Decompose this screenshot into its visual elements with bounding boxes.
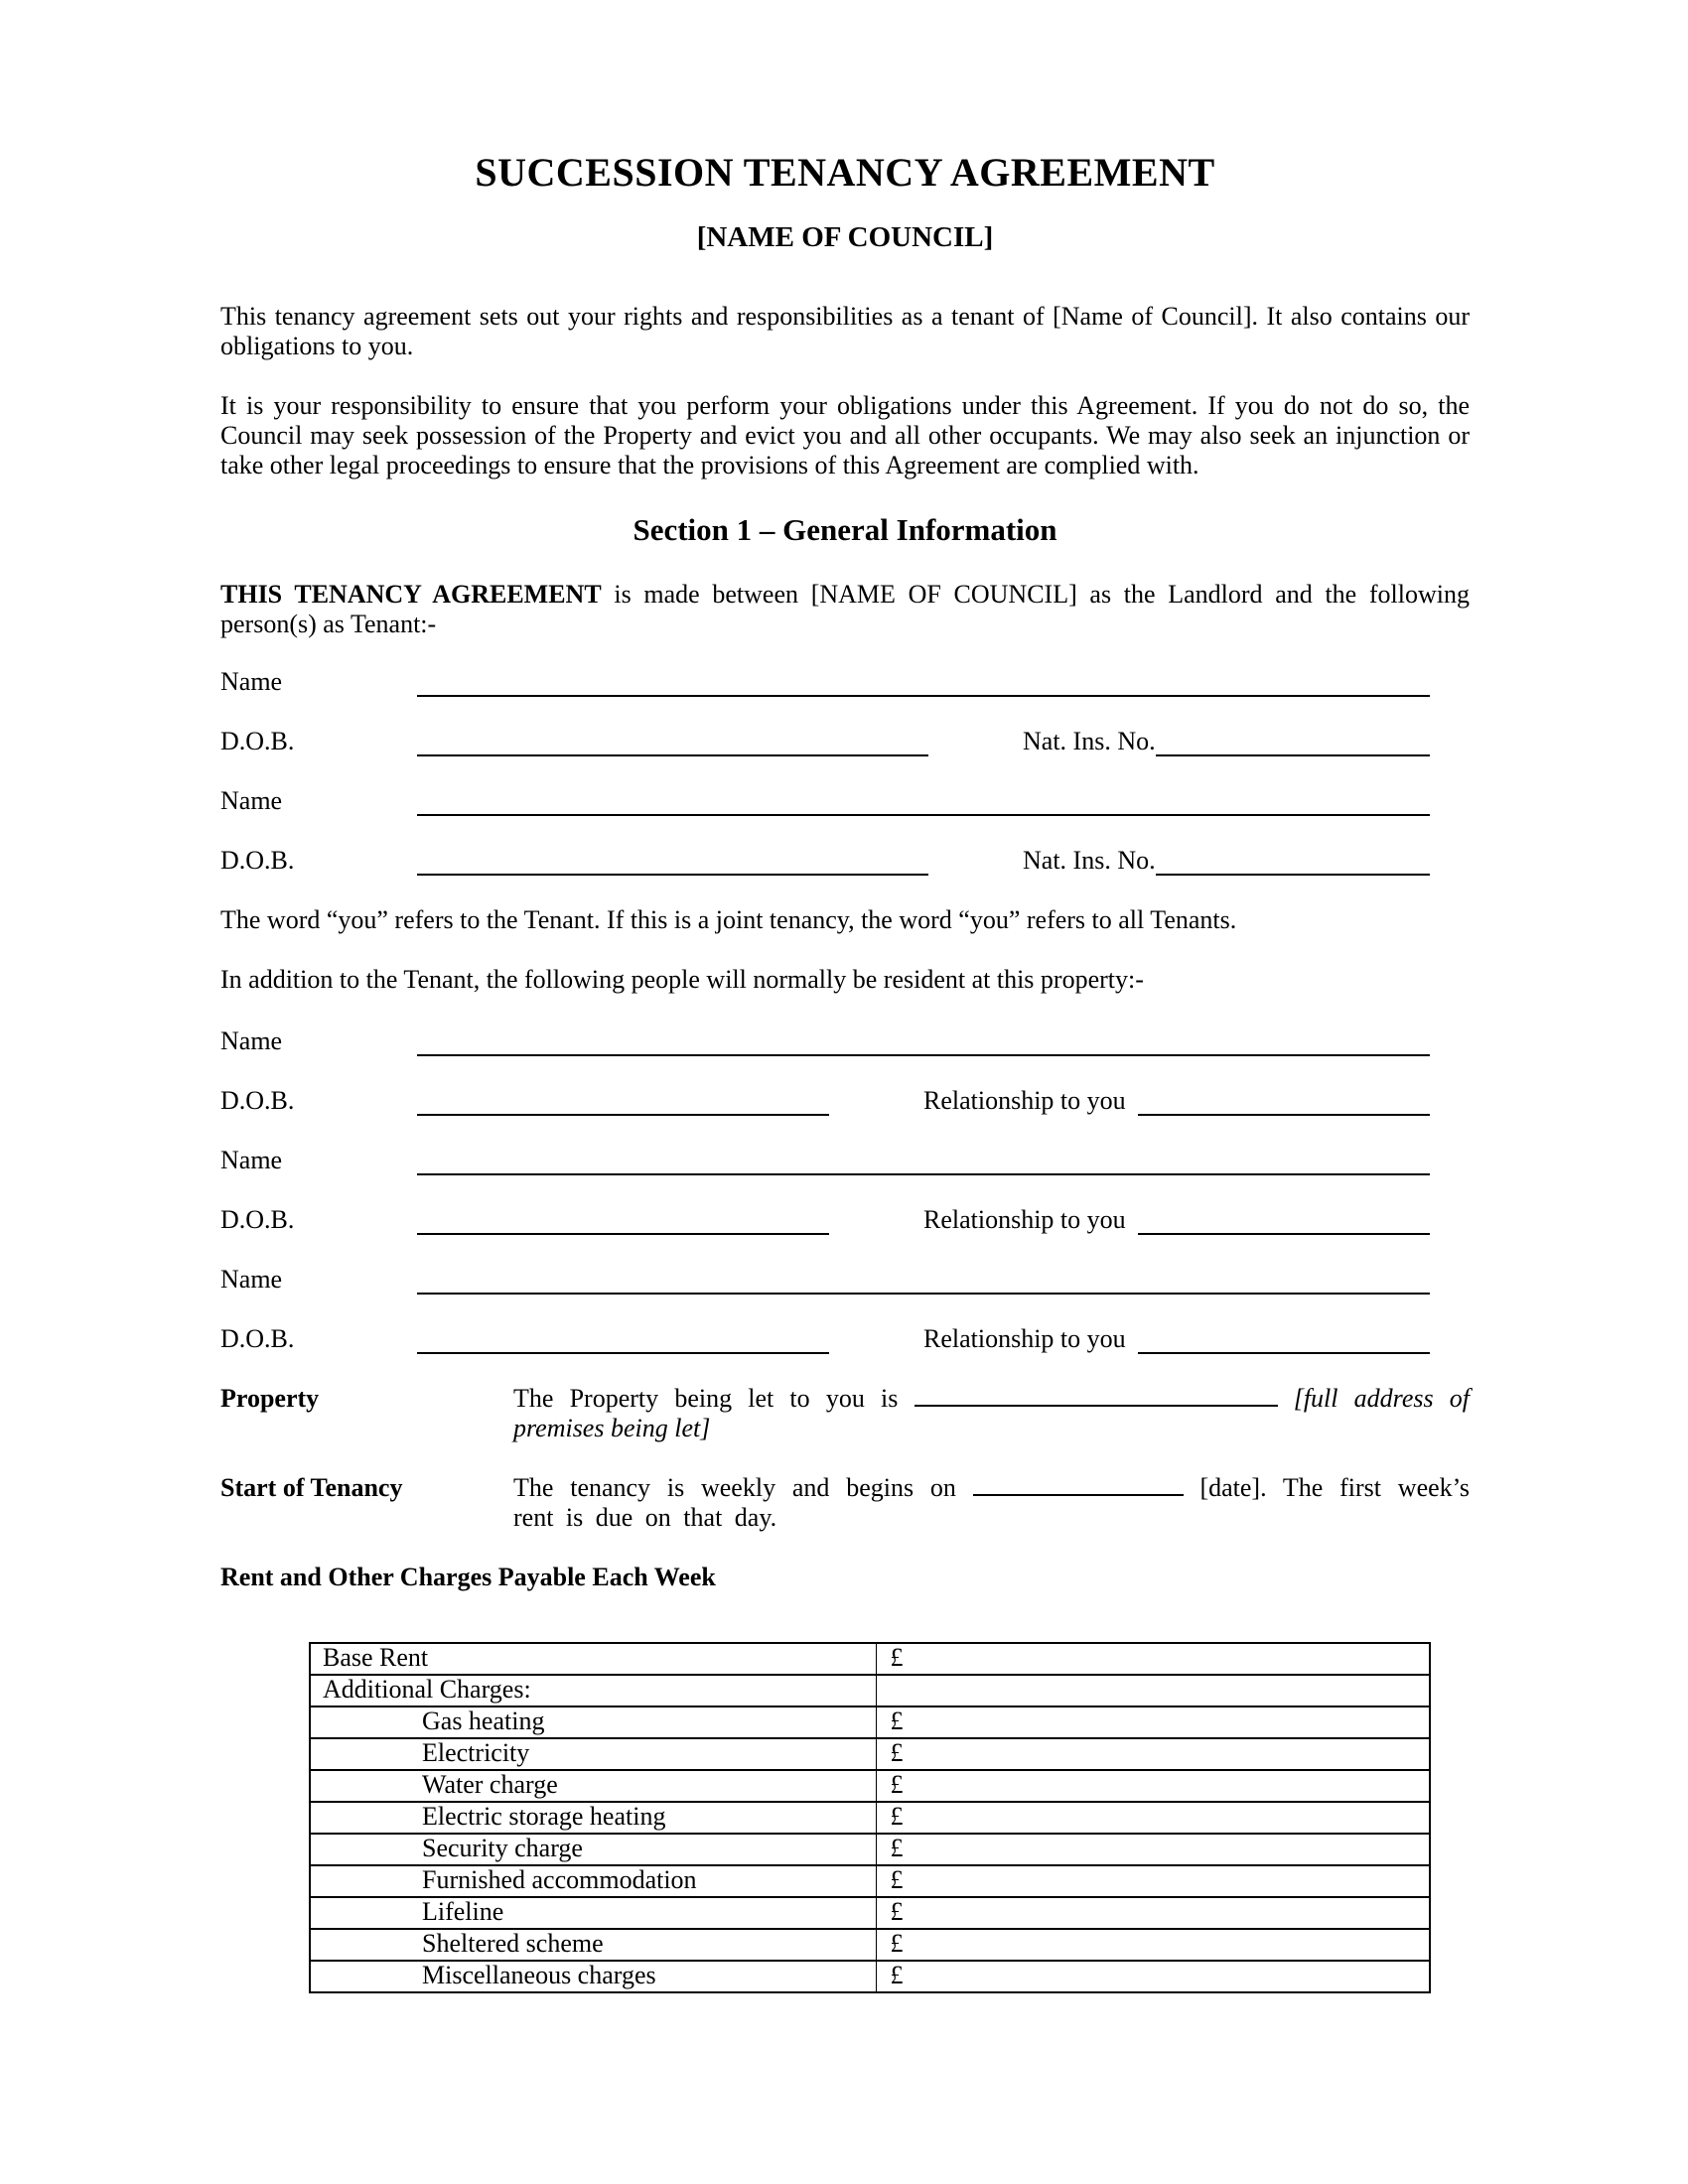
resident3-relationship-blank-line [1138, 1352, 1430, 1354]
charge-amount-cell: £ [876, 1770, 1430, 1802]
charge-label-cell: Sheltered scheme [310, 1929, 876, 1961]
resident1-relationship-blank-line [1138, 1114, 1430, 1116]
table-row-electric-storage-heating [310, 1802, 1430, 1834]
name-label: Name [220, 1026, 283, 1055]
council-name-subtitle: [NAME OF COUNCIL] [696, 221, 994, 253]
table-row-security-charge [310, 1834, 1430, 1865]
charge-label-cell: Miscellaneous charges [310, 1961, 876, 1992]
tenant2-name-blank-line [417, 814, 1430, 816]
charge-amount-cell: £ [876, 1802, 1430, 1834]
resident2-name-row [220, 1146, 1470, 1175]
charge-amount-cell: £ [876, 1961, 1430, 1992]
charge-amount-cell: £ [876, 1929, 1430, 1961]
tenant1-name-blank-line [417, 695, 1430, 697]
page-title: SUCCESSION TENANCY AGREEMENT [475, 150, 1215, 195]
name-label: Name [220, 786, 283, 815]
charge-label-cell: Gas heating [310, 1706, 876, 1738]
table-row-additional-charges [310, 1675, 1430, 1706]
dob-label: D.O.B. [220, 1205, 295, 1234]
resident1-name-row [220, 1026, 1470, 1056]
relationship-label: Relationship to you [923, 1205, 1126, 1234]
joint-tenancy-note: The word “you” refers to the Tenant. If this is a joint tenancy, the word “you” refers to all Tenants. [220, 905, 1237, 934]
section-1-heading: Section 1 – General Information [633, 512, 1057, 547]
tenant2-dob-blank-line [417, 874, 928, 876]
resident1-dob-blank-line [417, 1114, 829, 1116]
resident1-name-blank-line [417, 1054, 1430, 1056]
resident3-name-blank-line [417, 1293, 1430, 1295]
table-row-miscellaneous-charges [310, 1961, 1430, 1992]
charge-label-cell: Additional Charges: [310, 1675, 876, 1706]
tenant2-nat-ins-blank-line [1156, 874, 1430, 876]
name-label: Name [220, 1265, 283, 1294]
table-row-gas-heating [310, 1706, 1430, 1738]
charge-amount-cell: £ [876, 1865, 1430, 1897]
relationship-label: Relationship to you [923, 1324, 1126, 1353]
resident3-dob-row [220, 1324, 1470, 1354]
property-row [220, 1384, 1470, 1443]
charge-amount-cell [876, 1675, 1430, 1706]
intro-paragraph-2: It is your responsibility to ensure that you perform your obligations under this Agreement. If you do not do so, the Council may seek possession of the Property and evict you and all other occupants. We may also seek an injunction or take other legal proceedings to ensure that the provisions of this Agreement are complied with. [220, 391, 1470, 479]
table-row-water-charge [310, 1770, 1430, 1802]
charge-amount-cell: £ [876, 1834, 1430, 1865]
tenant1-dob-blank-line [417, 754, 928, 756]
start-date-blank-line [973, 1490, 1184, 1496]
start-text: The tenancy is weekly and begins on [513, 1473, 973, 1502]
charge-label-cell: Electricity [310, 1738, 876, 1770]
relationship-label: Relationship to you [923, 1086, 1126, 1115]
charge-amount-cell: £ [876, 1643, 1430, 1675]
parties-bold-lead: THIS TENANCY AGREEMENT [220, 580, 602, 609]
property-address-blank-line [914, 1401, 1278, 1407]
residents-intro: In addition to the Tenant, the following people will normally be resident at this property:- [220, 965, 1144, 994]
charge-amount-cell: £ [876, 1738, 1430, 1770]
parties-rest: is made between [NAME OF COUNCIL] as the Landlord and the following person(s) as Tenant:- [220, 580, 1470, 638]
tenant1-dob-row [220, 727, 1470, 756]
start-of-tenancy-label: Start of Tenancy [220, 1473, 403, 1502]
resident2-dob-row [220, 1205, 1470, 1235]
rent-charges-table [309, 1642, 1431, 1993]
name-label: Name [220, 1146, 283, 1174]
resident2-dob-blank-line [417, 1233, 829, 1235]
tenant1-nat-ins-blank-line [1156, 754, 1430, 756]
charge-label-cell: Water charge [310, 1770, 876, 1802]
resident2-relationship-blank-line [1138, 1233, 1430, 1235]
nat-ins-no-label: Nat. Ins. No. [1023, 846, 1156, 875]
table-row-electricity [310, 1738, 1430, 1770]
charge-amount-cell: £ [876, 1706, 1430, 1738]
tenant2-name-row [220, 786, 1470, 816]
dob-label: D.O.B. [220, 1324, 295, 1353]
name-label: Name [220, 667, 283, 696]
table-row-lifeline [310, 1897, 1430, 1929]
table-row-base-rent [310, 1643, 1430, 1675]
resident3-name-row [220, 1265, 1470, 1295]
intro-paragraph-1: This tenancy agreement sets out your rights and responsibilities as a tenant of [Name of Council]. It also contains our obligations to you. [220, 302, 1470, 360]
tenant2-dob-row [220, 846, 1470, 876]
charge-label-cell: Electric storage heating [310, 1802, 876, 1834]
start-of-tenancy-row [220, 1473, 1470, 1533]
full-address-note: [full address of premises being let] [513, 1384, 1470, 1442]
rent-charges-heading: Rent and Other Charges Payable Each Week [220, 1563, 716, 1591]
resident2-name-blank-line [417, 1173, 1430, 1175]
table-row-sheltered-scheme [310, 1929, 1430, 1961]
dob-label: D.O.B. [220, 727, 295, 755]
start-of-tenancy-paragraph [513, 1473, 1470, 1533]
property-text: The Property being let to you is [513, 1384, 914, 1413]
charge-amount-cell: £ [876, 1897, 1430, 1929]
dob-label: D.O.B. [220, 1086, 295, 1115]
resident3-dob-blank-line [417, 1352, 829, 1354]
tenant1-name-row [220, 667, 1470, 697]
charge-label-cell: Lifeline [310, 1897, 876, 1929]
start-text-after: [date]. The first week’s rent is due on that day. [513, 1473, 1471, 1532]
property-label: Property [220, 1384, 320, 1413]
charge-label-cell: Furnished accommodation [310, 1865, 876, 1897]
dob-label: D.O.B. [220, 846, 295, 875]
resident1-dob-row [220, 1086, 1470, 1116]
charge-label-cell: Security charge [310, 1834, 876, 1865]
table-row-furnished-accommodation [310, 1865, 1430, 1897]
charge-label-cell: Base Rent [310, 1643, 876, 1675]
nat-ins-no-label: Nat. Ins. No. [1023, 727, 1156, 755]
parties-paragraph [220, 580, 1470, 639]
property-paragraph [513, 1384, 1470, 1443]
